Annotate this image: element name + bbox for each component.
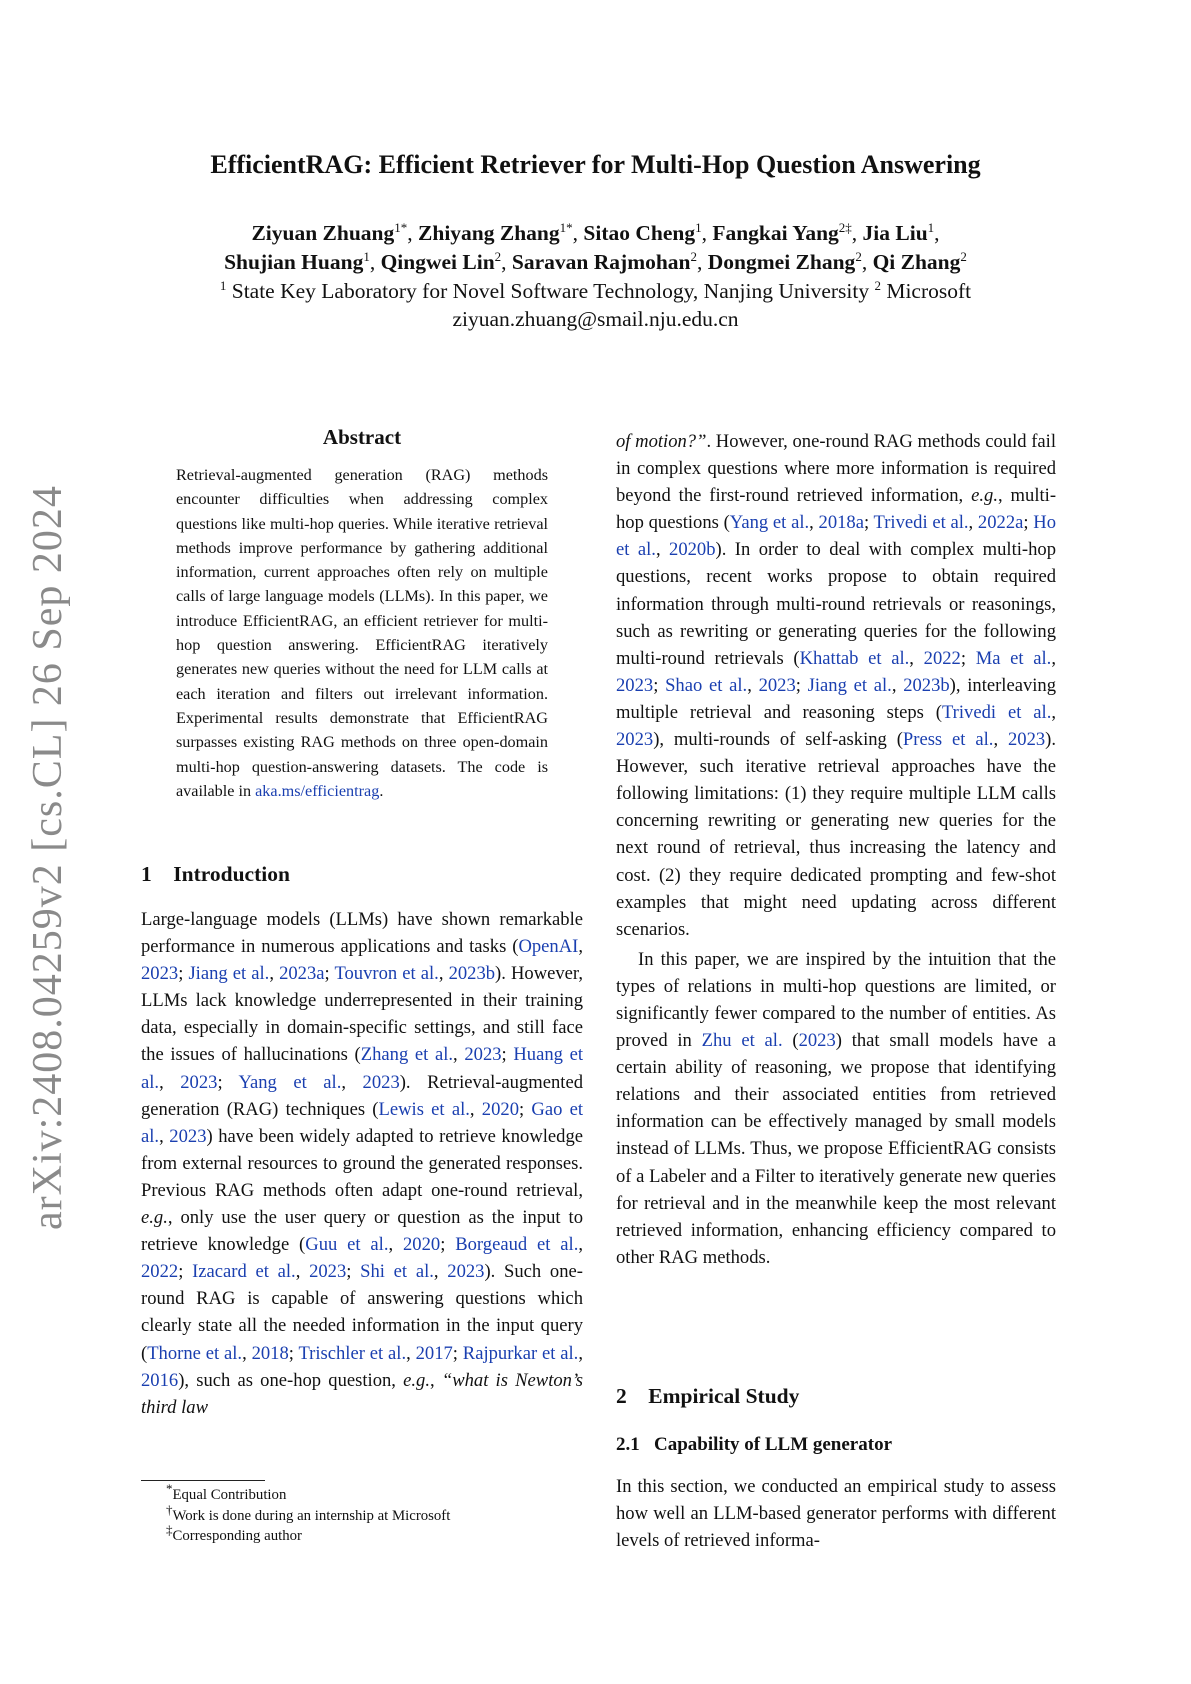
footnote-mark: ‡ (166, 1522, 173, 1538)
abstract-heading: Abstract (322, 425, 402, 449)
abstract-text: Retrieval-augmented generation (RAG) methods encounter difficulties when addressing complex questions like multi-hop queries. While iterative retrieval methods improve performance by gathering additional information, current approaches often rely on multiple calls of large language models (LLMs). In this paper, we introduce EfficientRAG, an efficient retriever for multi-hop question answering. EfficientRAG iteratively generates new queries without the need for LLM calls at each iteration and filters out irrelevant information. Experimental results demonstrate that EfficientRAG surpasses existing RAG methods on three open-domain multi-hop question-answering datasets. The code is available in (176, 466, 548, 800)
footnote (166, 1522, 450, 1547)
intro-right-column: of motion?”. However, one-round RAG methods could fail in complex questions where more information is required beyond the first-round retrieved information, e.g., multi-hop questions (Yang et al., 2018a; Trivedi et al., 2022a; Ho et al., 2020b). In order to deal with complex multi-hop questions, recent works propose to obtain required information through multi-round retrievals or reasonings, such as rewriting or generating queries for the following multi-round retrievals (Khattab et al., 2022; Ma et al., 2023; Shao et al., 2023; Jiang et al., 2023b), interleaving multiple retrieval and reasoning steps (Trivedi et al., 2023), multi-rounds of self-asking (Press et al., 2023). However, such iterative retrieval approaches have the following limitations: (1) they require multiple LLM calls concerning rewriting or generating new queries for the next round of retrieval, thus increasing the latency and cost. (2) they require dedicated prompting and few-shot examples that might need updating across different scenarios. In this paper, we are inspired by the intuition that the types of relations in multi-hop questions are limited, or significantly fewer compared to the number of entities. As proved in Zhu et al. (2023) that small models have a certain ability of reasoning, we propose that identifying relations and their associated entities from retrieved information can be effectively managed by small models instead of LLMs. Thus, we propose EfficientRAG consists of a Labeler and a Filter to iteratively generate new queries for retrieval and in the meanwhile keep the most relevant retrieved information, enhancing efficiency compared to other RAG methods. (616, 431, 1057, 1268)
affiliation-1: State Key Laboratory for Novel Software Technology, Nanjing University (231, 279, 870, 303)
author-mark: 2 (494, 248, 502, 264)
author-name: Shujian Huang (224, 250, 364, 274)
footnote-text: Equal Contribution (172, 1487, 287, 1503)
subsection-number: 2.1 (616, 1434, 640, 1455)
author-mark: 1 (363, 248, 370, 264)
author-mark: 1 (695, 219, 702, 235)
footnote-mark: * (166, 1481, 173, 1497)
author-mark: 1* (394, 219, 408, 235)
section-2-heading (616, 1384, 799, 1409)
author-name: Qi Zhang (872, 250, 961, 274)
author-mark: 1* (559, 219, 573, 235)
author-mark: 2 (855, 248, 862, 264)
footnote-text: Work is done during an internship at Microsoft (172, 1507, 451, 1524)
footnote (166, 1481, 450, 1506)
subsection-2-1-heading (616, 1434, 892, 1456)
authors-line-1: Ziyuan Zhuang$^{1*}$, Zhiyang Zhang$^{1*}$, Sitao Cheng$^1$, Fangkai Yang$^{2\ddagger}$, Jia Liu$^1$, (251, 219, 940, 245)
section-title: Empirical Study (648, 1384, 800, 1408)
author-name: Dongmei Zhang (707, 250, 856, 274)
author-mark: 2 (960, 248, 967, 264)
footnote-text: Corresponding author (172, 1528, 302, 1544)
author-name: Zhiyang Zhang (418, 221, 560, 245)
affiliations (0, 279, 1191, 304)
affiliation-mark: 1 (219, 277, 227, 293)
author-email[interactable]: ziyuan.zhuang@smail.nju.edu.cn (452, 307, 739, 331)
author-name: Jia Liu (862, 221, 928, 245)
footnote (166, 1501, 451, 1527)
section-1-heading (141, 862, 290, 887)
affiliation-2: Microsoft (886, 279, 972, 303)
author-name: Saravan Rajmohan (511, 250, 691, 274)
author-mark: 1 (927, 219, 935, 235)
footnotes (166, 1481, 451, 1547)
section-number: 1 (141, 862, 152, 886)
subsection-title: Capability of LLM generator (654, 1434, 893, 1455)
author-mark: 2‡ (838, 219, 852, 235)
author-name: Qingwei Lin (380, 250, 495, 274)
author-name: Sitao Cheng (583, 221, 696, 245)
intro-left-column: Large-language models (LLMs) have shown remarkable performance in numerous applications and tasks (OpenAI, 2023; Jiang et al., 2023a; Touvron et al., 2023b). However, LLMs lack knowledge underrepresented in their training data, especially in domain-specific settings, and still face the issues of hallucinations (Zhang et al., 2023; Huang et al., 2023; Yang et al., 2023). Retrieval-augmented generation (RAG) techniques (Lewis et al., 2020; Gao et al., 2023) have been widely adapted to retrieve knowledge from external resources to ground the generated responses. Previous RAG methods often adapt one-round retrieval, e.g., only use the user query or question as the input to retrieve knowledge (Guu et al., 2020; Borgeaud et al., 2022; Izacard et al., 2023; Shi et al., 2023). Such one-round RAG is capable of answering questions which clearly state all the needed information in the input query (Thorne et al., 2018; Trischler et al., 2017; Rajpurkar et al., 2016), such as one-hop question, e.g., “what is Newton’s third law (141, 909, 584, 1418)
paper-title: EfficientRAG: Efficient Retriever for Multi-Hop Question Answering (210, 150, 981, 179)
author-mark: 2 (690, 248, 698, 264)
footnote-mark: † (166, 1501, 173, 1517)
authors-line-2: Shujian Huang$^1$, Qingwei Lin$^2$, Saravan Rajmohan$^2$, Dongmei Zhang$^2$, Qi Zhang$^2$ (224, 248, 967, 274)
section-2-1-body: In this section, we conducted an empirical study to assess how well an LLM-based generator performs with different levels of retrieved informa- (616, 1476, 1056, 1552)
author-name: Fangkai Yang (712, 221, 839, 245)
abstract-body: Retrieval-augmented generation (RAG) methods encounter difficulties when addressing complex questions like multi-hop queries. While iterative retrieval methods improve performance by gathering additional information, current approaches often rely on multiple calls of large language models (LLMs). In this paper, we introduce EfficientRAG, an efficient retriever for multi-hop question answering. EfficientRAG iteratively generates new queries without the need for LLM calls at each iteration and filters out irrelevant information. Experimental results demonstrate that EfficientRAG surpasses existing RAG methods on three open-domain multi-hop question-answering datasets. The code is available in aka.ms/efficientrag. (176, 466, 548, 800)
footnote-rule (141, 1480, 265, 1481)
arxiv-stamp: arXiv:2408.04259v2 [cs.CL] 26 Sep 2024 (25, 485, 71, 1230)
author-name: Ziyuan Zhuang (251, 221, 395, 245)
code-link[interactable]: aka.ms/efficientrag (255, 781, 380, 800)
section-number: 2 (616, 1384, 627, 1408)
affiliation-mark: 2 (874, 277, 881, 293)
section-title: Introduction (173, 862, 290, 886)
